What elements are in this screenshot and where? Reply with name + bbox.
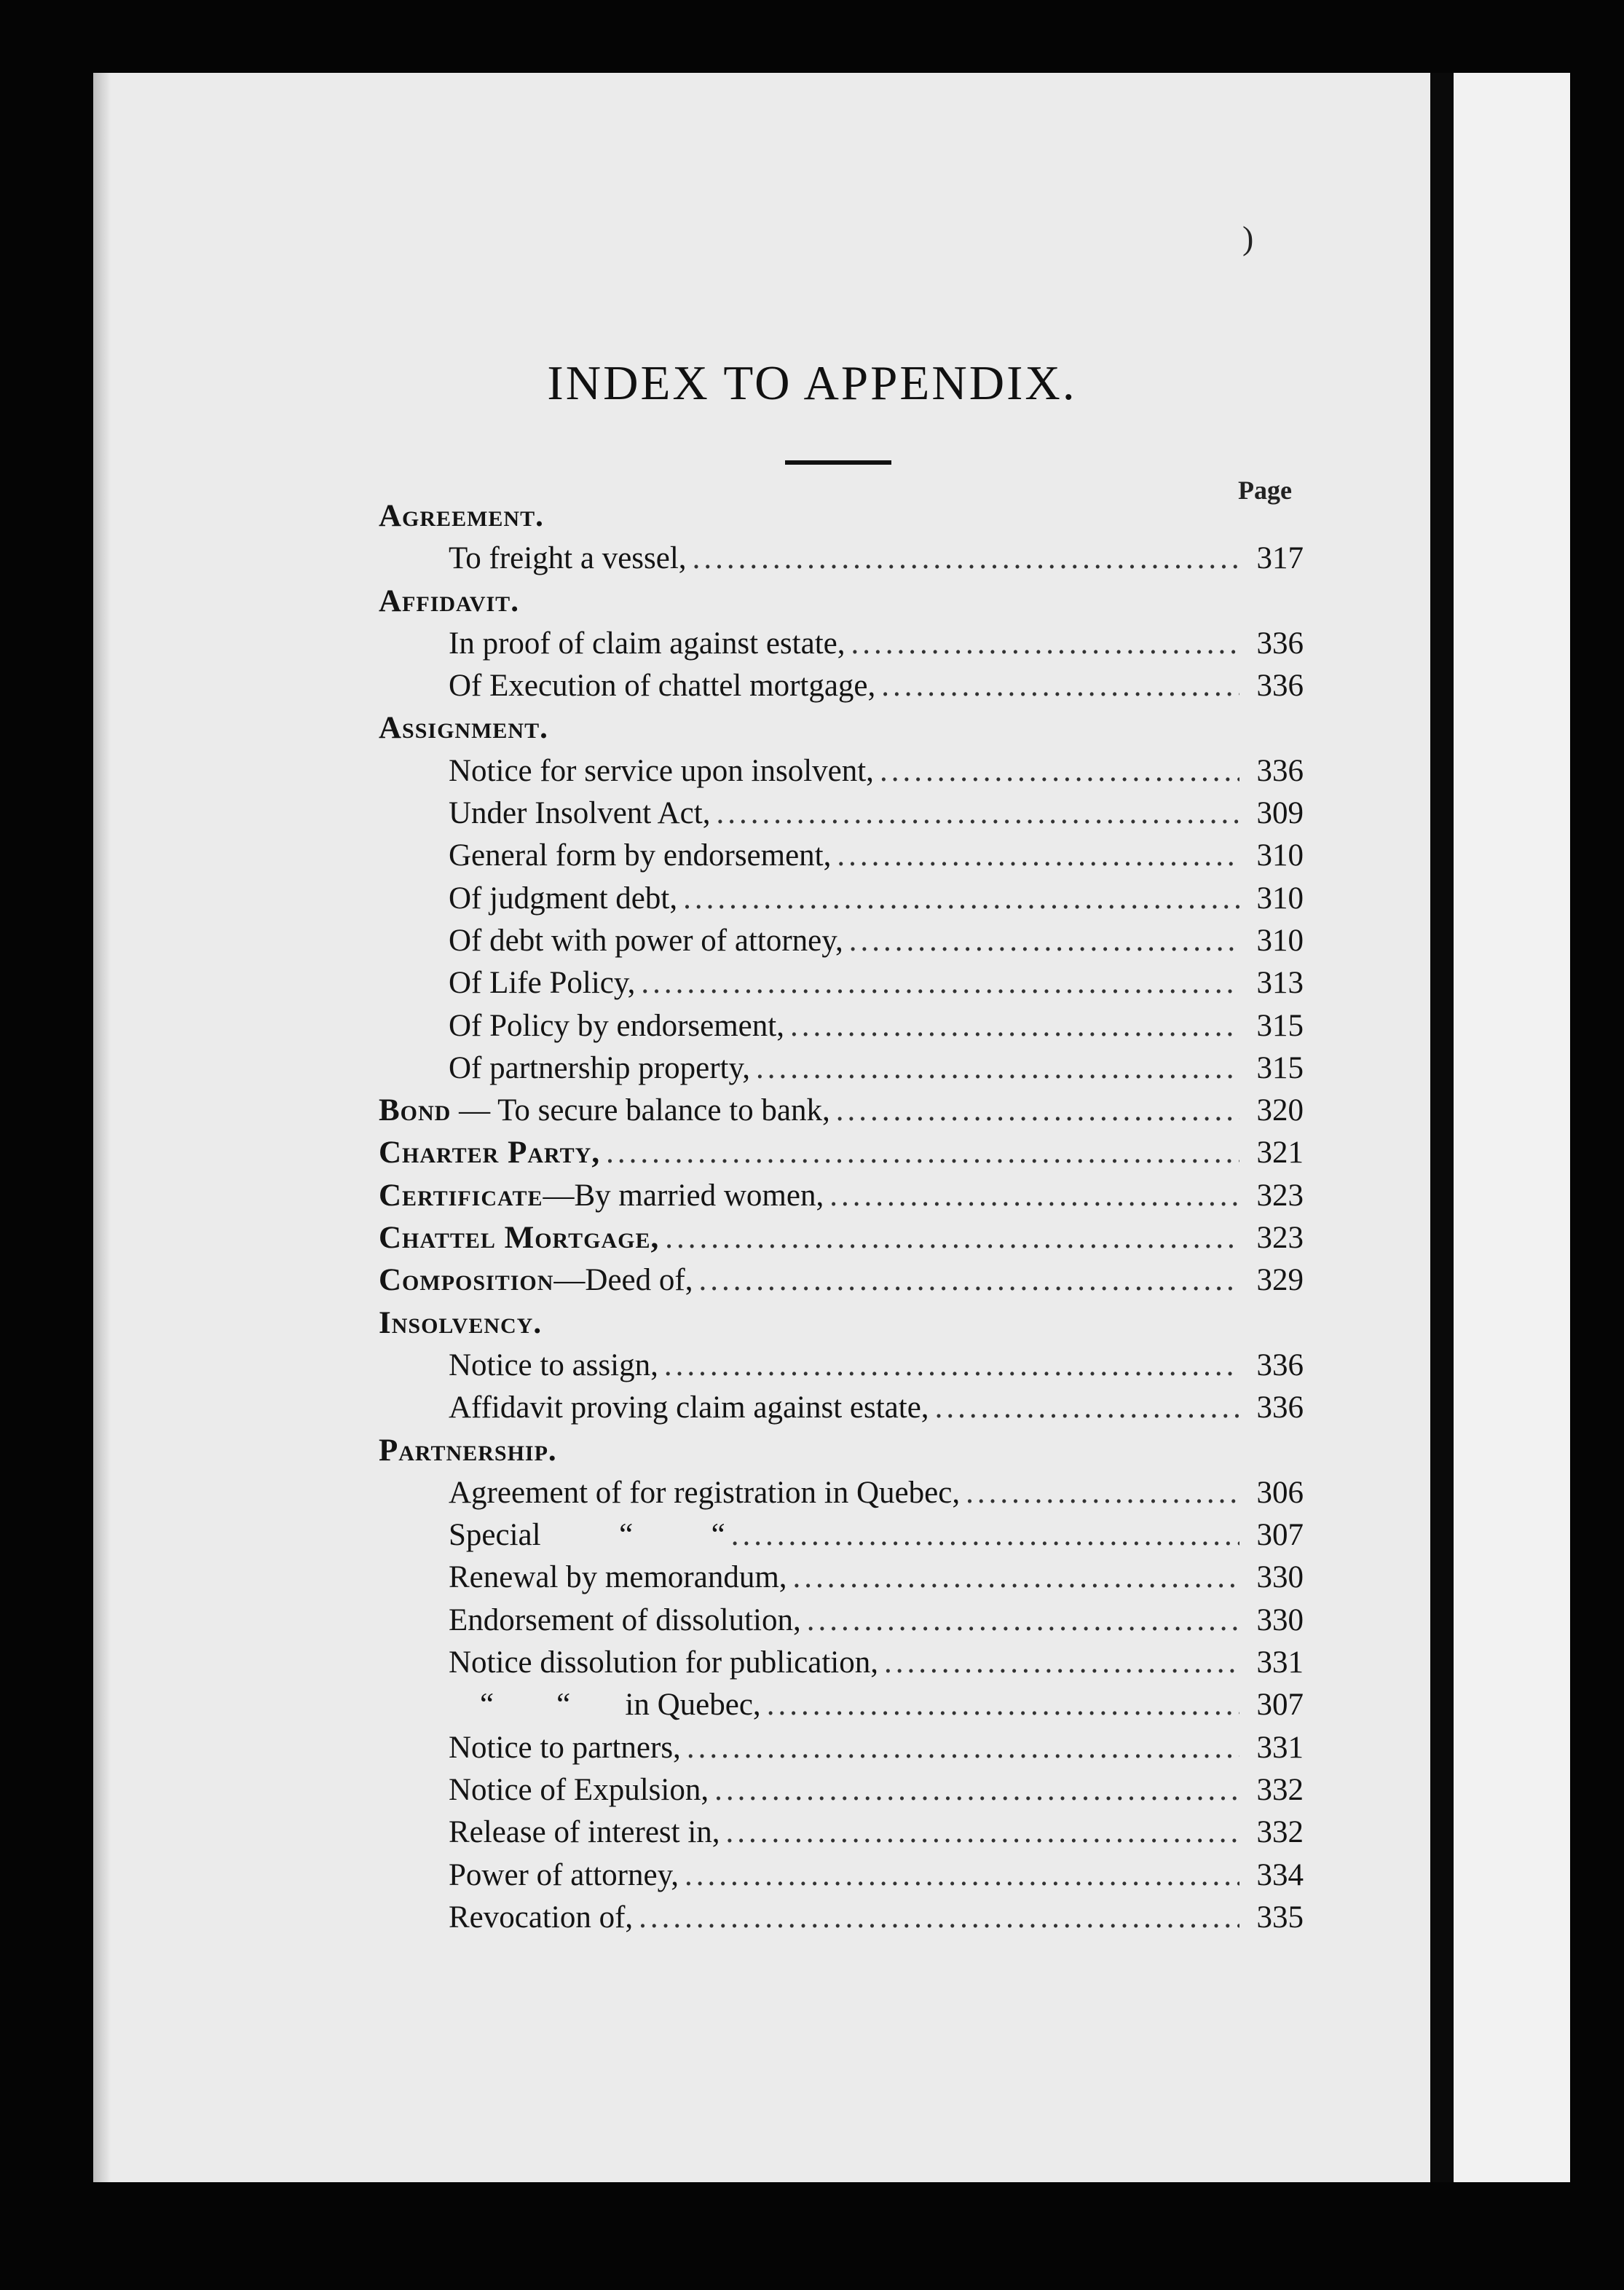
entry-page-number: 315 xyxy=(1256,1008,1304,1043)
entry-text: Of Execution of chattel mortgage, xyxy=(449,669,876,704)
stray-mark: ) xyxy=(1242,219,1254,256)
dot-leader xyxy=(935,1390,1239,1425)
index-entry xyxy=(379,1814,1304,1857)
dot-leader xyxy=(807,1602,1239,1638)
entry-label xyxy=(379,1178,824,1213)
index-section-heading-row xyxy=(379,583,1304,626)
index-entry-inline xyxy=(379,1220,1304,1262)
dot-leader xyxy=(693,540,1239,576)
dot-leader xyxy=(698,1262,1239,1298)
dot-leader xyxy=(880,753,1239,789)
index-entry xyxy=(379,965,1304,1007)
entry-text: Notice to assign, xyxy=(449,1347,658,1382)
entry-text: Release of interest in, xyxy=(449,1815,720,1850)
index-section-heading-row xyxy=(379,498,1304,540)
index-entry xyxy=(379,1857,1304,1900)
index-entry xyxy=(379,1559,1304,1602)
entry-page-number: 323 xyxy=(1256,1178,1304,1213)
entry-page-number: 315 xyxy=(1256,1050,1304,1085)
index-entry xyxy=(379,881,1304,923)
index-section-heading-row xyxy=(379,710,1304,752)
entry-page-number: 317 xyxy=(1256,541,1304,576)
entry-text: Revocation of, xyxy=(449,1900,634,1935)
entry-text: Notice for service upon insolvent, xyxy=(449,753,874,788)
index-entry xyxy=(379,1347,1304,1390)
dot-leader xyxy=(756,1050,1239,1086)
index-entry xyxy=(379,1900,1304,1942)
entry-page-number: 321 xyxy=(1256,1136,1304,1170)
entry-text: Of Policy by endorsement, xyxy=(449,1008,784,1043)
index-entry-inline xyxy=(379,1178,1304,1220)
entry-text: Special “ “ xyxy=(449,1518,725,1553)
entry-page-number: 331 xyxy=(1256,1645,1304,1680)
entry-page-number: 336 xyxy=(1256,1347,1304,1382)
entry-page-number: 334 xyxy=(1256,1857,1304,1892)
section-heading: Charter Party, xyxy=(379,1136,601,1170)
entry-label xyxy=(379,1220,659,1256)
index-entry xyxy=(379,668,1304,710)
index-entry xyxy=(379,1645,1304,1687)
section-heading: Composition xyxy=(379,1263,554,1298)
dot-leader xyxy=(966,1475,1239,1511)
index-entry xyxy=(379,1050,1304,1093)
index-entry xyxy=(379,1602,1304,1645)
entry-page-number: 336 xyxy=(1256,1390,1304,1425)
entry-page-number: 310 xyxy=(1256,923,1304,958)
entry-page-number: 332 xyxy=(1256,1815,1304,1850)
entry-text: — To secure balance to bank, xyxy=(451,1093,830,1128)
entry-text: Notice dissolution for publication, xyxy=(449,1645,878,1680)
section-heading: Certificate xyxy=(379,1178,543,1213)
entry-label xyxy=(379,1262,693,1298)
index-entry xyxy=(379,1730,1304,1772)
dot-leader xyxy=(665,1220,1239,1256)
index-entry xyxy=(379,1390,1304,1432)
index-entry xyxy=(379,1475,1304,1517)
index-entry xyxy=(379,1517,1304,1559)
index-entry xyxy=(379,838,1304,880)
entry-label xyxy=(379,1093,830,1128)
section-heading: Affidavit. xyxy=(379,583,519,618)
entry-text: Affidavit proving claim against estate, xyxy=(449,1390,929,1425)
dot-leader xyxy=(790,1008,1239,1044)
entry-text: General form by endorsement, xyxy=(449,838,832,873)
dot-leader xyxy=(716,795,1239,831)
dot-leader xyxy=(714,1772,1239,1808)
entry-text: Notice of Expulsion, xyxy=(449,1772,709,1807)
dot-leader xyxy=(793,1559,1239,1595)
entry-page-number: 320 xyxy=(1256,1093,1304,1128)
index-entry xyxy=(379,923,1304,965)
index-entry xyxy=(379,1772,1304,1814)
entry-page-number: 336 xyxy=(1256,753,1304,788)
index-section-heading-row xyxy=(379,1433,1304,1475)
entry-page-number: 306 xyxy=(1256,1475,1304,1510)
entry-page-number: 323 xyxy=(1256,1221,1304,1256)
entry-label xyxy=(379,1135,600,1170)
entry-text: Of Life Policy, xyxy=(449,966,636,1001)
dot-leader xyxy=(639,1900,1239,1935)
dot-leader xyxy=(829,1178,1239,1213)
entry-page-number: 330 xyxy=(1256,1560,1304,1595)
index-entry-inline xyxy=(379,1262,1304,1305)
entry-text: Of judgment debt, xyxy=(449,881,678,916)
dot-leader xyxy=(837,838,1239,873)
dot-leader xyxy=(685,1857,1239,1893)
entry-text: Of debt with power of attorney, xyxy=(449,923,843,958)
index-entry xyxy=(379,626,1304,668)
entry-page-number: 310 xyxy=(1256,881,1304,916)
entry-text: Under Insolvent Act, xyxy=(449,796,711,831)
entry-text: In proof of claim against estate, xyxy=(449,626,845,661)
dot-leader xyxy=(606,1135,1239,1170)
entry-page-number: 309 xyxy=(1256,796,1304,831)
dot-leader xyxy=(836,1093,1239,1128)
entry-page-number: 313 xyxy=(1256,966,1304,1001)
entry-page-number: 336 xyxy=(1256,626,1304,661)
entry-page-number: 332 xyxy=(1256,1772,1304,1807)
dot-leader xyxy=(683,881,1239,916)
index-list xyxy=(379,498,1304,1942)
entry-text: Endorsement of dissolution, xyxy=(449,1602,801,1637)
dot-leader xyxy=(884,1645,1239,1680)
section-heading: Bond xyxy=(379,1093,452,1128)
entry-text: To freight a vessel, xyxy=(449,541,687,576)
entry-page-number: 331 xyxy=(1256,1730,1304,1765)
entry-page-number: 307 xyxy=(1256,1688,1304,1723)
entry-text: Of partnership property, xyxy=(449,1050,750,1085)
dot-leader xyxy=(687,1730,1239,1766)
dot-leader xyxy=(726,1814,1239,1850)
dot-leader xyxy=(851,626,1239,661)
entry-page-number: 329 xyxy=(1256,1263,1304,1298)
page-title: INDEX TO APPENDIX. xyxy=(547,356,1077,410)
entry-text: Notice to partners, xyxy=(449,1730,681,1765)
dot-leader xyxy=(767,1687,1239,1723)
entry-page-number: 310 xyxy=(1256,838,1304,873)
entry-text: Power of attorney, xyxy=(449,1857,679,1892)
entry-text: Agreement of for registration in Quebec, xyxy=(449,1475,961,1510)
entry-page-number: 335 xyxy=(1256,1900,1304,1935)
page-column-label: Page xyxy=(1238,476,1292,505)
section-heading: Assignment. xyxy=(379,711,548,746)
entry-page-number: 330 xyxy=(1256,1602,1304,1637)
entry-page-number: 336 xyxy=(1256,669,1304,704)
dot-leader xyxy=(641,965,1239,1001)
entry-text: “ “ in Quebec, xyxy=(449,1688,761,1723)
dot-leader xyxy=(849,923,1239,959)
dot-leader xyxy=(664,1347,1239,1383)
index-entry xyxy=(379,540,1304,583)
index-entry-inline xyxy=(379,1135,1304,1177)
index-entry xyxy=(379,1687,1304,1729)
index-entry xyxy=(379,795,1304,838)
dot-leader xyxy=(731,1517,1239,1553)
entry-text: —By married women, xyxy=(543,1178,824,1213)
entry-page-number: 307 xyxy=(1256,1518,1304,1553)
title-rule xyxy=(785,460,891,465)
index-entry xyxy=(379,753,1304,795)
index-entry-inline xyxy=(379,1093,1304,1135)
section-heading: Chattel Mortgage, xyxy=(379,1221,660,1256)
entry-text: —Deed of, xyxy=(553,1263,693,1298)
section-heading: Agreement. xyxy=(379,499,544,533)
entry-text: Renewal by memorandum, xyxy=(449,1560,787,1595)
index-section-heading-row xyxy=(379,1305,1304,1347)
section-heading: Partnership. xyxy=(379,1433,557,1468)
section-heading: Insolvency. xyxy=(379,1305,543,1340)
dot-leader xyxy=(881,668,1239,704)
index-entry xyxy=(379,1008,1304,1050)
